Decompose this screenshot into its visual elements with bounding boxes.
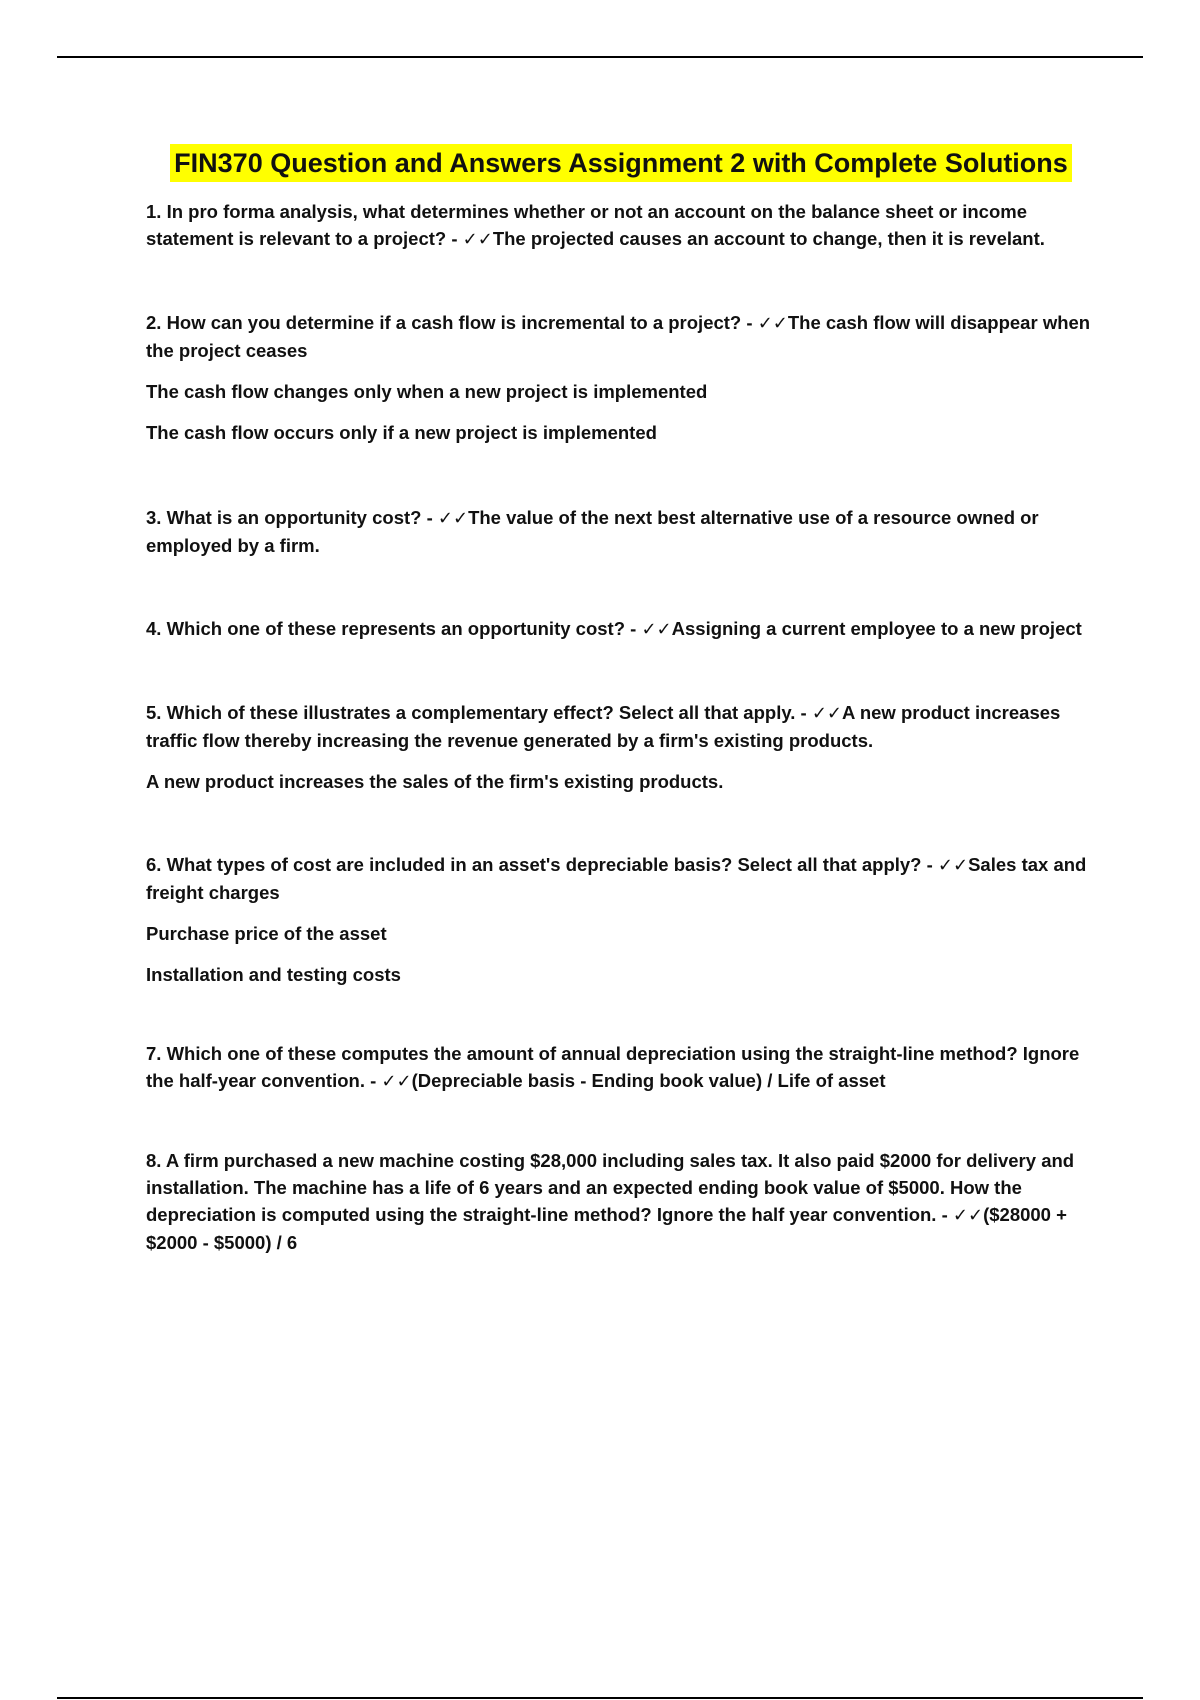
question-text: 7. Which one of these computes the amount of annual depreciation using the straight-line method? Ignore the half-year convention. -	[146, 1043, 1080, 1091]
qa-item-3	[146, 504, 1096, 559]
answer-extra-line: The cash flow changes only when a new project is implemented	[146, 381, 708, 402]
answer-extra-line: Purchase price of the asset	[146, 923, 387, 944]
answer-text: (Depreciable basis - Ending book value) / Life of asset	[411, 1070, 886, 1091]
answer-text: Sales tax and freight charges	[146, 854, 1087, 903]
qa-item-7	[146, 1040, 1096, 1095]
question-text: 1. In pro forma analysis, what determines whether or not an account on the balance sheet or income statement is relevant to a project? -	[146, 201, 1028, 249]
qa-line	[146, 851, 1096, 906]
answer-text: The cash flow will disappear when the project ceases	[146, 312, 1091, 361]
answer-extra-line: A new product increases the sales of the firm's existing products.	[146, 771, 724, 792]
title-wrapper	[146, 144, 1096, 182]
double-check-icon: ✓✓	[937, 855, 969, 876]
qa-line	[146, 504, 1096, 559]
answer-extra-line: Installation and testing costs	[146, 964, 401, 985]
double-check-icon: ✓✓	[462, 229, 493, 250]
qa-line	[146, 1040, 1096, 1095]
question-text: 2. How can you determine if a cash flow is incremental to a project? -	[146, 312, 758, 333]
answer-extra-line: The cash flow occurs only if a new project is implemented	[146, 422, 657, 443]
document-body	[146, 144, 1096, 1256]
qa-line	[146, 699, 1096, 754]
answer-text: Assigning a current employee to a new project	[671, 618, 1082, 639]
qa-item-8	[146, 1147, 1096, 1256]
qa-line	[146, 198, 1096, 253]
answer-text: ($28000 + $2000 - $5000) / 6	[146, 1204, 1067, 1253]
double-check-icon: ✓✓	[381, 1071, 412, 1092]
double-check-icon: ✓✓	[952, 1205, 984, 1226]
double-check-icon: ✓✓	[811, 703, 843, 724]
qa-line	[146, 1147, 1096, 1256]
double-check-icon: ✓✓	[437, 508, 469, 529]
answer-text: A new product increases traffic flow thereby increasing the revenue generated by a firm's existing products.	[146, 702, 1061, 751]
answer-text: The value of the next best alternative use of a resource owned or employed by a firm.	[146, 507, 1039, 556]
question-text: 6. What types of cost are included in an asset's depreciable basis? Select all that apply? -	[146, 854, 938, 875]
question-text: 4. Which one of these represents an opportunity cost? -	[146, 618, 642, 639]
double-check-icon: ✓✓	[757, 313, 788, 334]
double-check-icon: ✓✓	[641, 619, 672, 640]
qa-line	[146, 309, 1096, 364]
qa-item-5	[146, 699, 1096, 795]
qa-item-6	[146, 851, 1096, 988]
top-rule	[57, 56, 1143, 58]
qa-line	[146, 615, 1096, 643]
qa-item-4	[146, 615, 1096, 643]
bottom-rule	[57, 1697, 1143, 1699]
answer-text: The projected causes an account to change, then it is revelant.	[492, 228, 1045, 249]
qa-item-2	[146, 309, 1096, 446]
question-text: 5. Which of these illustrates a complementary effect? Select all that apply. -	[146, 702, 812, 723]
qa-item-1	[146, 198, 1096, 253]
question-text: 8. A firm purchased a new machine costing $28,000 including sales tax. It also paid $2000 for delivery and installation. The machine has a life of 6 years and an expected ending book value of $5000. How the depreciation is computed using the straight-line method? Ignore the half year convention. -	[146, 1150, 1075, 1225]
document-title: FIN370 Question and Answers Assignment 2 with Complete Solutions	[170, 144, 1072, 182]
question-text: 3. What is an opportunity cost? -	[146, 507, 438, 528]
